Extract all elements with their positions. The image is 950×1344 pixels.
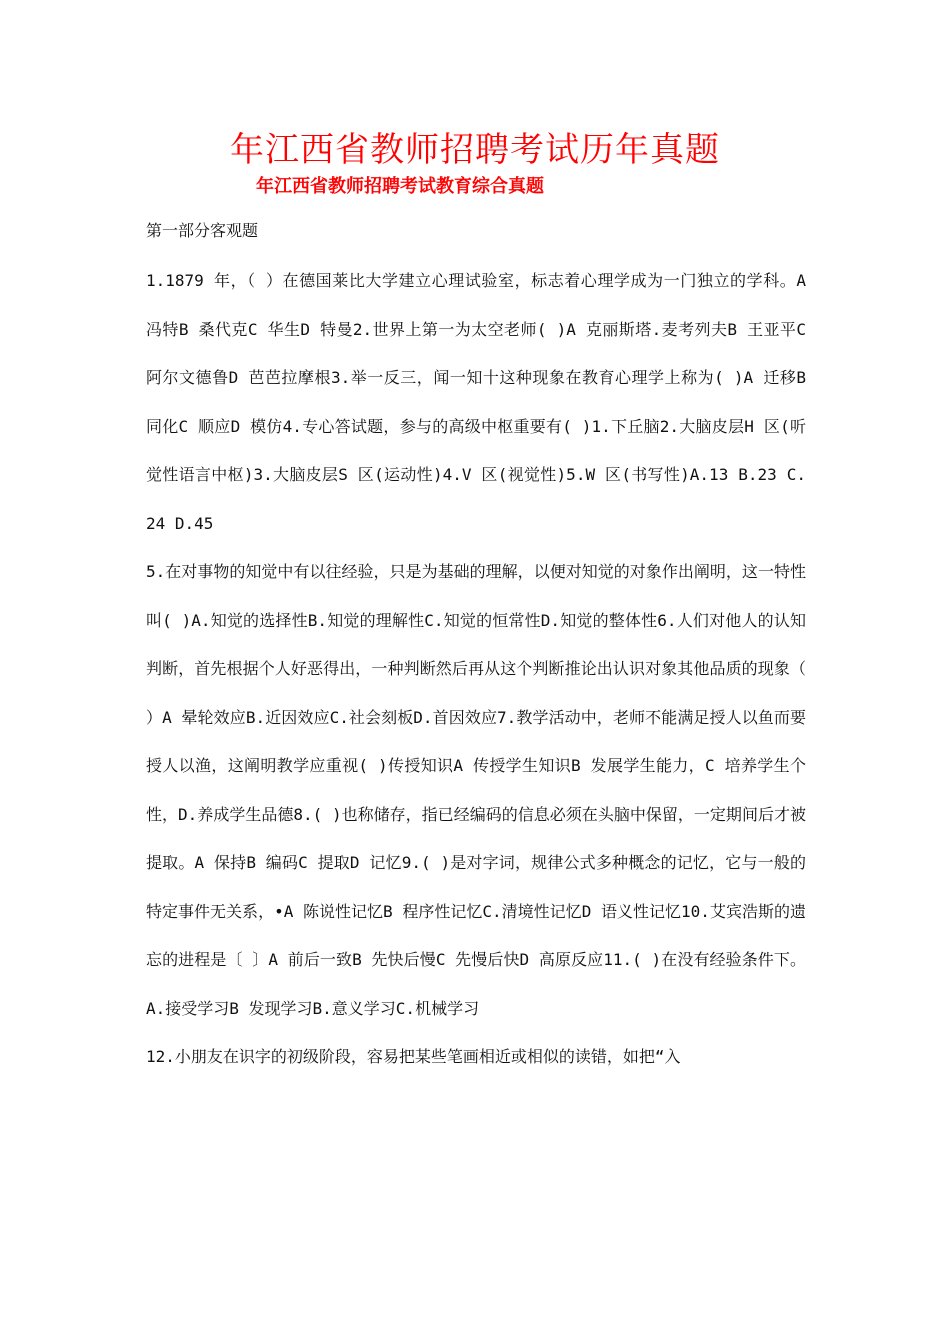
- question-paragraph-1: 1.1879 年，（ ）在德国莱比大学建立心理试验室，标志着心理学成为一门独立的学科。A 冯特B 桑代克C 华生D 特曼2.世界上第一为太空老师( )A 克丽斯塔.麦考列夫B 王亚平C 阿尔文德鲁D 芭芭拉摩根3.举一反三，闻一知十这种现象在教育心理学上称为( )A 迁移B 同化C 顺应D 模仿4.专心答试题，参与的高级中枢重要有( )1.下丘脑2.大脑皮层H 区(听觉性语言中枢)3.大脑皮层S 区(运动性)4.V 区(视觉性)5.W 区(书写性)A.13 B.23 C.24 D.45: [146, 271, 806, 533]
- document-subtitle: 年江西省教师招聘考试教育综合真题: [256, 176, 544, 197]
- question-paragraph-3: 12.小朋友在识字的初级阶段，容易把某些笔画相近或相似的读错，如把“入: [146, 1047, 681, 1066]
- document-body: [146, 215, 806, 1082]
- question-paragraph-2: 5.在对事物的知觉中有以往经验，只是为基础的理解，以便对知觉的对象作出阐明，这一特性叫( )A.知觉的选择性B.知觉的理解性C.知觉的恒常性D.知觉的整体性6.人们对他人的认知判断，首先根据个人好恶得出，一种判断然后再从这个判断推论出认识对象其他品质的现象（ ）A 晕轮效应B.近因效应C.社会刻板D.首因效应7.教学活动中，老师不能满足授人以鱼而要授人以渔，这阐明教学应重视( )传授知识A 传授学生知识B 发展学生能力，C 培养学生个性，D.养成学生品德8.( )也称储存，指已经编码的信息必须在头脑中保留，一定期间后才被提取。A 保持B 编码C 提取D 记忆9.( )是对字词，规律公式多种概念的记忆，它与一般的特定事件无关系，•A 陈说性记忆B 程序性记忆C.清境性记忆D 语义性记忆10.艾宾浩斯的遗忘的进程是〔 〕A 前后一致B 先快后慢C 先慢后快D 高原反应11.( )在没有经验条件下。A.接受学习B 发现学习B.意义学习C.机械学习: [146, 562, 806, 1018]
- document-title: 年江西省教师招聘考试历年真题: [230, 130, 720, 170]
- section-heading: 第一部分客观题: [146, 221, 259, 240]
